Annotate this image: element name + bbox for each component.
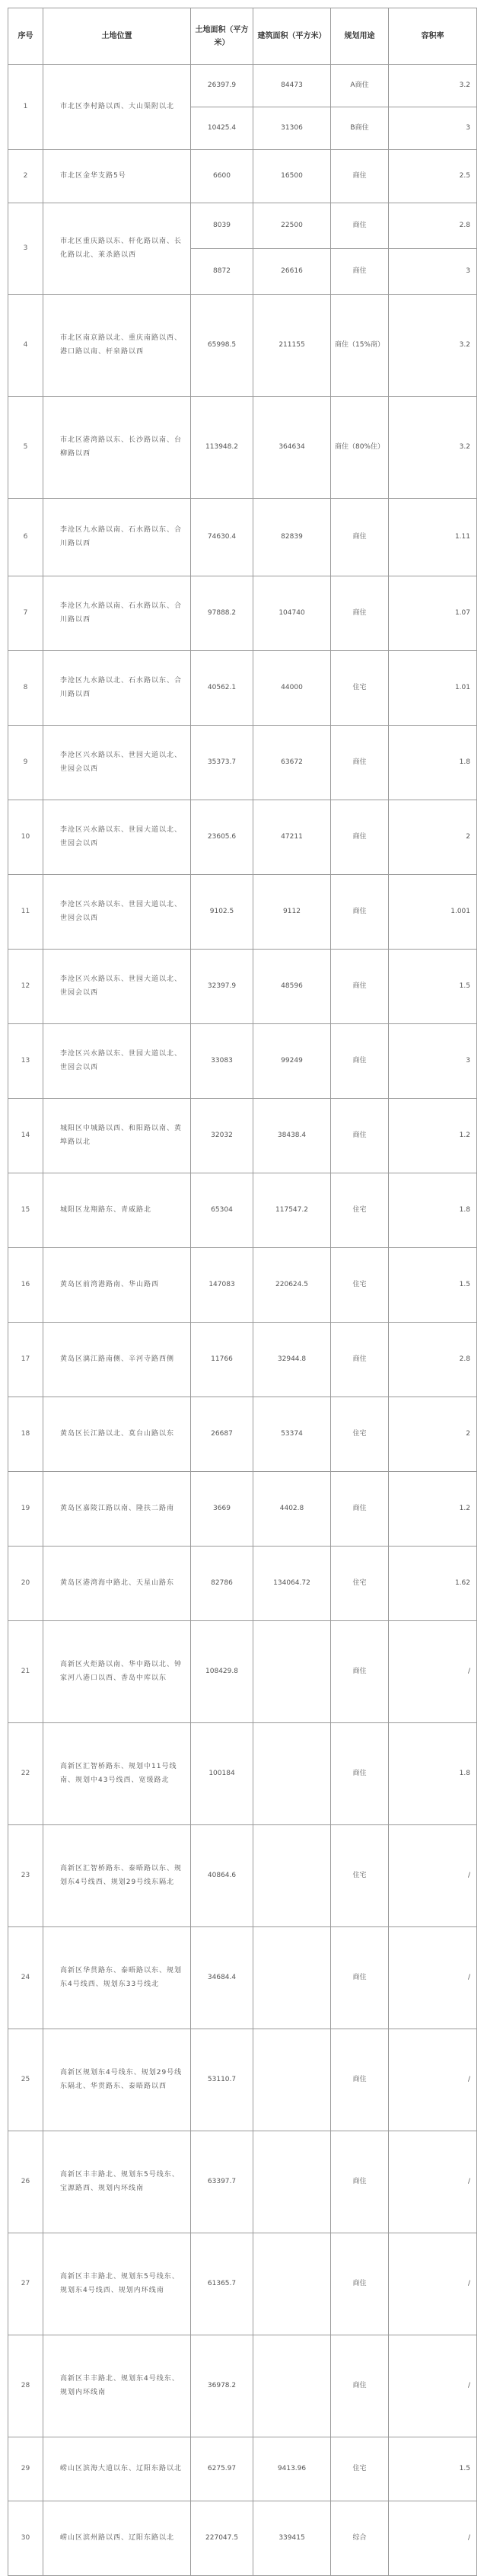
row-seq: 21	[8, 1621, 43, 1723]
row-land-area: 8872	[191, 249, 253, 295]
table-row	[8, 2131, 477, 2233]
row-seq: 28	[8, 2335, 43, 2437]
row-land-area: 34684.4	[191, 1927, 253, 2029]
row-ratio: /	[389, 1927, 477, 2029]
row-location: 黄岛区港湾海中路北、天星山路东	[43, 1547, 191, 1621]
row-use: A商住	[331, 65, 389, 107]
row-location: 高新区火炬路以南、华中路以北、钟家河八港口以西、香岛中库以东	[43, 1621, 191, 1723]
row-use: 商住	[331, 1927, 389, 2029]
row-building-area: 364634	[253, 397, 331, 499]
table-row	[8, 1723, 477, 1825]
row-building-area	[253, 2131, 331, 2233]
row-location: 市北区金华支路5号	[43, 150, 191, 203]
row-ratio: 3	[389, 1024, 477, 1099]
row-location: 李沧区九水路以南、石水路以东、合川路以西	[43, 576, 191, 651]
row-building-area	[253, 1723, 331, 1825]
row-ratio: /	[389, 2029, 477, 2131]
row-building-area: 134064.72	[253, 1547, 331, 1621]
table-row	[8, 1099, 477, 1173]
row-land-area: 26687	[191, 1397, 253, 1472]
row-location: 李沧区兴水路以东、世园大道以北、世园会以西	[43, 875, 191, 950]
row-land-area: 63397.7	[191, 2131, 253, 2233]
row-location: 城阳区中城路以西、和阳路以南、黄埠路以北	[43, 1099, 191, 1173]
row-use: 商住	[331, 1024, 389, 1099]
row-location: 崂山区滨海大道以东、辽阳东路以北	[43, 2437, 191, 2501]
row-seq: 2	[8, 150, 43, 203]
row-use: 住宅	[331, 1248, 389, 1323]
header-seq: 序号	[8, 8, 43, 65]
row-use: 住宅	[331, 1397, 389, 1472]
header-ratio: 容积率	[389, 8, 477, 65]
row-ratio: 1.8	[389, 726, 477, 800]
row-land-area: 82786	[191, 1547, 253, 1621]
row-ratio: 3	[389, 107, 477, 150]
row-building-area: 220624.5	[253, 1248, 331, 1323]
table-row	[8, 2501, 477, 2576]
row-seq: 18	[8, 1397, 43, 1472]
row-location: 高新区汇智桥路东、泰晤路以东、规划东4号线西、规划29号线东隔北	[43, 1825, 191, 1927]
row-building-area: 117547.2	[253, 1173, 331, 1248]
row-location: 李沧区兴水路以东、世园大道以北、世园会以西	[43, 1024, 191, 1099]
row-building-area: 16500	[253, 150, 331, 203]
table-row	[8, 1173, 477, 1248]
header-location: 土地位置	[43, 8, 191, 65]
row-ratio: 3.2	[389, 295, 477, 397]
row-use: 商住	[331, 1621, 389, 1723]
row-land-area: 40562.1	[191, 651, 253, 726]
row-location: 李沧区兴水路以东、世园大道以北、世园会以西	[43, 800, 191, 875]
row-ratio: 1.2	[389, 1099, 477, 1173]
row-ratio: 3.2	[389, 397, 477, 499]
row-land-area: 35373.7	[191, 726, 253, 800]
table-row	[8, 1323, 477, 1397]
row-use: 住宅	[331, 2437, 389, 2501]
row-location: 李沧区兴水路以东、世园大道以北、世园会以西	[43, 950, 191, 1024]
row-ratio: 1.8	[389, 1723, 477, 1825]
row-building-area: 26616	[253, 249, 331, 295]
row-land-area: 10425.4	[191, 107, 253, 150]
row-ratio: /	[389, 1825, 477, 1927]
row-seq: 13	[8, 1024, 43, 1099]
row-ratio: 1.001	[389, 875, 477, 950]
table-row	[8, 1248, 477, 1323]
table-row	[8, 726, 477, 800]
row-building-area	[253, 2335, 331, 2437]
row-land-area: 100184	[191, 1723, 253, 1825]
row-use: 商住	[331, 2131, 389, 2233]
row-building-area: 32944.8	[253, 1323, 331, 1397]
row-seq: 23	[8, 1825, 43, 1927]
row-building-area: 9112	[253, 875, 331, 950]
row-use: 住宅	[331, 1547, 389, 1621]
table-row	[8, 2233, 477, 2335]
table-row	[8, 150, 477, 203]
row-land-area: 97888.2	[191, 576, 253, 651]
row-building-area: 339415	[253, 2501, 331, 2576]
row-use: 商住	[331, 950, 389, 1024]
row-use: 商住	[331, 2335, 389, 2437]
row-seq: 3	[8, 203, 43, 295]
row-use: 住宅	[331, 651, 389, 726]
row-building-area: 48596	[253, 950, 331, 1024]
row-use: 住宅	[331, 1825, 389, 1927]
row-location: 市北区重庆路以东、杆化路以南、长化路以北、莱杀路以西	[43, 203, 191, 295]
row-seq: 20	[8, 1547, 43, 1621]
row-land-area: 8039	[191, 203, 253, 249]
row-location: 市北区港湾路以东、长沙路以南、台柳路以西	[43, 397, 191, 499]
row-use: 商住	[331, 150, 389, 203]
row-land-area: 65998.5	[191, 295, 253, 397]
table-row	[8, 576, 477, 651]
header-building-area: 建筑面积（平方米）	[253, 8, 331, 65]
row-use: 商住	[331, 1099, 389, 1173]
row-seq: 1	[8, 65, 43, 150]
row-land-area: 32397.9	[191, 950, 253, 1024]
row-seq: 12	[8, 950, 43, 1024]
row-seq: 19	[8, 1472, 43, 1547]
row-use: 商住	[331, 875, 389, 950]
row-ratio: /	[389, 2131, 477, 2233]
table-row	[8, 2335, 477, 2437]
row-land-area: 3669	[191, 1472, 253, 1547]
row-land-area: 147083	[191, 1248, 253, 1323]
row-seq: 29	[8, 2437, 43, 2501]
header-use: 规划用途	[331, 8, 389, 65]
row-ratio: 1.5	[389, 950, 477, 1024]
row-ratio: /	[389, 2501, 477, 2576]
row-land-area: 26397.9	[191, 65, 253, 107]
row-ratio: 2.8	[389, 1323, 477, 1397]
row-land-area: 61365.7	[191, 2233, 253, 2335]
row-location: 李沧区九水路以北、石水路以东、合川路以西	[43, 651, 191, 726]
row-ratio: 2.8	[389, 203, 477, 249]
row-location: 黄岛区嘉陵江路以南、隆扶二路南	[43, 1472, 191, 1547]
row-use: 商住	[331, 726, 389, 800]
row-land-area: 11766	[191, 1323, 253, 1397]
land-parcel-table	[8, 8, 477, 2576]
row-building-area	[253, 2029, 331, 2131]
row-location: 市北区南京路以北、重庆南路以西、港口路以南、杆泉路以西	[43, 295, 191, 397]
row-land-area: 23605.6	[191, 800, 253, 875]
row-location: 黄岛区漓江路南侧、辛河寺路西侧	[43, 1323, 191, 1397]
row-land-area: 33083	[191, 1024, 253, 1099]
row-building-area: 9413.96	[253, 2437, 331, 2501]
row-seq: 26	[8, 2131, 43, 2233]
row-ratio: 1.2	[389, 1472, 477, 1547]
table-row	[8, 2029, 477, 2131]
row-land-area: 36978.2	[191, 2335, 253, 2437]
row-seq: 8	[8, 651, 43, 726]
row-location: 高新区丰丰路北、规划东5号线东、规划东4号线西、规划内环线南	[43, 2233, 191, 2335]
row-land-area: 74630.4	[191, 499, 253, 576]
row-use: 综合	[331, 2501, 389, 2576]
row-land-area: 53110.7	[191, 2029, 253, 2131]
row-location: 李沧区九水路以南、石水路以东、合川路以西	[43, 499, 191, 576]
row-use: 商住	[331, 2029, 389, 2131]
table-row	[8, 800, 477, 875]
row-location: 崂山区滨州路以西、辽阳东路以北	[43, 2501, 191, 2576]
row-seq: 24	[8, 1927, 43, 2029]
row-location: 黄岛区前湾港路南、华山路西	[43, 1248, 191, 1323]
row-ratio: 1.8	[389, 1173, 477, 1248]
row-ratio: /	[389, 1621, 477, 1723]
row-seq: 17	[8, 1323, 43, 1397]
row-use: 商住	[331, 203, 389, 249]
row-use: 商住（15%商）	[331, 295, 389, 397]
row-ratio: /	[389, 2335, 477, 2437]
row-use: B商住	[331, 107, 389, 150]
row-land-area: 6275.97	[191, 2437, 253, 2501]
row-location: 高新区丰丰路北、规划东4号线东、规划内环线南	[43, 2335, 191, 2437]
row-building-area: 53374	[253, 1397, 331, 1472]
row-use: 商住	[331, 576, 389, 651]
row-seq: 25	[8, 2029, 43, 2131]
row-building-area: 82839	[253, 499, 331, 576]
table-row	[8, 499, 477, 576]
row-ratio: 3.2	[389, 65, 477, 107]
row-use: 商住	[331, 1323, 389, 1397]
row-location: 李沧区兴水路以东、世园大道以北、世园会以西	[43, 726, 191, 800]
row-seq: 10	[8, 800, 43, 875]
row-land-area: 32032	[191, 1099, 253, 1173]
table-row	[8, 1024, 477, 1099]
row-land-area: 65304	[191, 1173, 253, 1248]
row-seq: 16	[8, 1248, 43, 1323]
row-building-area: 44000	[253, 651, 331, 726]
row-ratio: 1.5	[389, 2437, 477, 2501]
row-use: 商住	[331, 249, 389, 295]
row-building-area: 84473	[253, 65, 331, 107]
row-building-area	[253, 1927, 331, 2029]
row-use: 商住（80%住）	[331, 397, 389, 499]
row-ratio: 3	[389, 249, 477, 295]
row-seq: 5	[8, 397, 43, 499]
row-seq: 14	[8, 1099, 43, 1173]
row-building-area: 31306	[253, 107, 331, 150]
row-building-area: 38438.4	[253, 1099, 331, 1173]
table-row	[8, 295, 477, 397]
row-location: 市北区李村路以西、大山渠附以北	[43, 65, 191, 150]
row-location: 黄岛区长江路以北、莫台山路以东	[43, 1397, 191, 1472]
row-ratio: 1.01	[389, 651, 477, 726]
row-use: 住宅	[331, 1173, 389, 1248]
row-seq: 9	[8, 726, 43, 800]
row-land-area: 9102.5	[191, 875, 253, 950]
row-use: 商住	[331, 800, 389, 875]
table-row	[8, 2437, 477, 2501]
row-building-area: 99249	[253, 1024, 331, 1099]
table-row	[8, 65, 477, 107]
row-location: 高新区汇智桥路东、规划中11号线南、规划中43号线西、宽缓路北	[43, 1723, 191, 1825]
row-ratio: 1.62	[389, 1547, 477, 1621]
table-row	[8, 203, 477, 249]
row-seq: 30	[8, 2501, 43, 2576]
row-ratio: /	[389, 2233, 477, 2335]
row-location: 高新区华贯路东、泰晤路以东、规划东4号线西、规划东33号线北	[43, 1927, 191, 2029]
row-location: 高新区丰丰路北、规划东5号线东、宝源路西、规划内环线南	[43, 2131, 191, 2233]
row-land-area: 113948.2	[191, 397, 253, 499]
row-building-area	[253, 1621, 331, 1723]
row-seq: 22	[8, 1723, 43, 1825]
table-row	[8, 1397, 477, 1472]
header-land-area: 土地面积（平方米）	[191, 8, 253, 65]
row-ratio: 2	[389, 1397, 477, 1472]
row-seq: 7	[8, 576, 43, 651]
table-row	[8, 651, 477, 726]
row-location: 高新区规划东4号线东、规划29号线东隔北、华贯路东、泰晤路以西	[43, 2029, 191, 2131]
row-building-area: 22500	[253, 203, 331, 249]
row-building-area: 211155	[253, 295, 331, 397]
table-row	[8, 1547, 477, 1621]
row-building-area	[253, 1825, 331, 1927]
row-building-area: 104740	[253, 576, 331, 651]
row-building-area: 63672	[253, 726, 331, 800]
row-ratio: 2	[389, 800, 477, 875]
row-location: 城阳区龙翔路东、青威路北	[43, 1173, 191, 1248]
row-seq: 4	[8, 295, 43, 397]
row-land-area: 227047.5	[191, 2501, 253, 2576]
row-ratio: 1.07	[389, 576, 477, 651]
row-building-area: 4402.8	[253, 1472, 331, 1547]
row-land-area: 40864.6	[191, 1825, 253, 1927]
table-row	[8, 1927, 477, 2029]
row-land-area: 6600	[191, 150, 253, 203]
row-building-area: 47211	[253, 800, 331, 875]
row-ratio: 1.5	[389, 1248, 477, 1323]
table-row	[8, 1472, 477, 1547]
row-seq: 11	[8, 875, 43, 950]
table-row	[8, 875, 477, 950]
row-seq: 6	[8, 499, 43, 576]
row-land-area: 108429.8	[191, 1621, 253, 1723]
row-use: 商住	[331, 499, 389, 576]
row-seq: 27	[8, 2233, 43, 2335]
row-ratio: 2.5	[389, 150, 477, 203]
header-row	[8, 8, 477, 65]
row-use: 商住	[331, 1472, 389, 1547]
row-use: 商住	[331, 1723, 389, 1825]
table-row	[8, 1621, 477, 1723]
row-seq: 15	[8, 1173, 43, 1248]
table-row	[8, 1825, 477, 1927]
row-use: 商住	[331, 2233, 389, 2335]
table-row	[8, 397, 477, 499]
row-building-area	[253, 2233, 331, 2335]
table-row	[8, 950, 477, 1024]
row-ratio: 1.11	[389, 499, 477, 576]
